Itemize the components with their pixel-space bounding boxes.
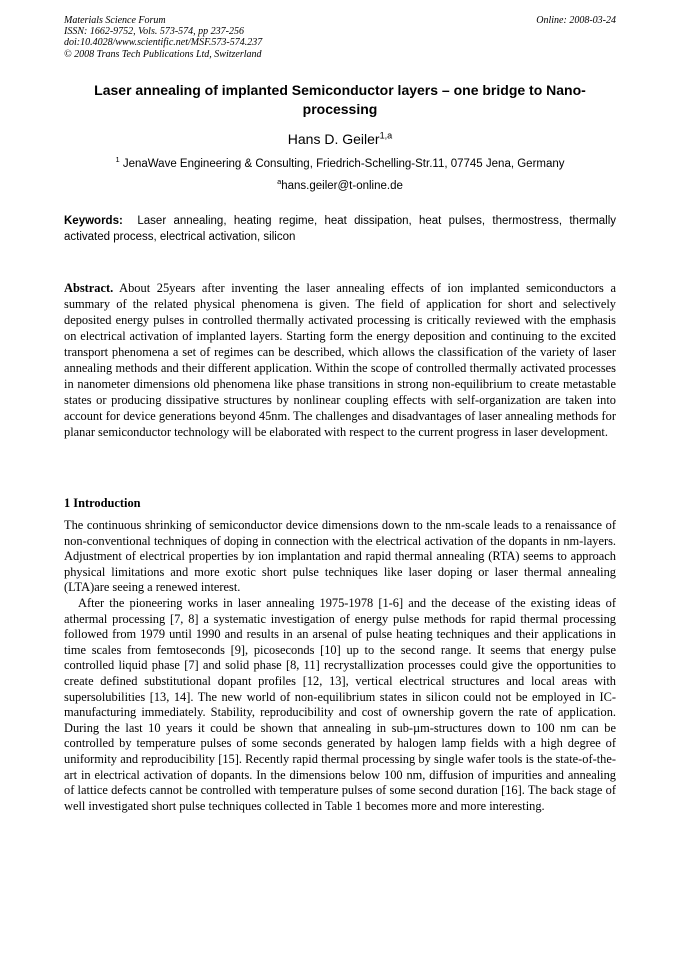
author-superscript: 1,a [379,130,393,141]
email-superscript: a [277,177,282,187]
author-name: Hans D. Geiler [287,131,380,147]
keywords-text: Laser annealing, heating regime, heat dissipation, heat pulses, thermostress, thermally activated process, electrical activation, silicon [64,215,617,243]
paragraph: After the pioneering works in laser annealing 1975-1978 [1-6] and the decease of the existing ideas of athermal processing [7, 8] a systematic investigation of energy pulse methods for rapid thermal processing followed from 1979 until 1990 and results in an arsenal of pulse heating techniques and their applications in time scales from femtoseconds [9], picoseconds [10] up to the second range. It seems that energy pulse controlled liquid phase [7] and solid phase [8, 11] recrystallization processes could give the opportunities to create defined substitutional dopant profiles [12, 13], vertical electrical structures and local areas with supersolubilities [13, 14]. The new world of non-equilibrium states in silicon could not be employed in IC-manufacturing immediately. Stability, reproducibility and cost of ownership govern the rate of application. During the last 10 years it could be shown that annealing in sub-µm-structures down to 100 nm can be controlled by temperature pulses of some seconds generated by halogen lamp fields with a high degree of uniformity and reproducibility [15]. Recently rapid thermal processing by single wafer tools is the state-of-the-art in electrical activation of dopants. In the dimensions below 100 nm, diffusion of impurities and annealing of lattice defects cannot be controlled with temperature pulses of some second duration [16]. The back stage of well investigated short pulse techniques collected in Table 1 becomes more and more interesting. [64,595,616,813]
abstract-block [64,280,616,440]
introduction-body [64,518,616,814]
paper-title: Laser annealing of implanted Semiconductor layers – one bridge to Nano-processing [94,82,586,117]
doi-line: doi:10.4028/www.scientific.net/MSF.573-574.237 [64,37,263,49]
affiliation-superscript: 1 [115,155,120,165]
email-address: hans.geiler@t-online.de [281,180,403,192]
online-date: Online: 2008-03-24 [536,15,616,26]
journal-name: Materials Science Forum [64,15,166,26]
affiliation-line [64,156,616,172]
affiliation-text: JenaWave Engineering & Consulting, Friedrich-Schelling-Str.11, 07745 Jena, Germany [122,158,565,170]
paragraph: The continuous shrinking of semiconductor device dimensions down to the nm-scale leads to a renaissance of non-conventional techniques of doping in connection with the electrical activation of the dopants in nm-layers. Adjustment of electrical properties by ion implantation and rapid thermal annealing (RTA) seems to approach physical limitations and more exotic short pulse techniques like laser doping or laser thermal annealing (LTA)are seeing a renewed interest. [64,518,616,595]
issn-line: ISSN: 1662-9752, Vols. 573-574, pp 237-256 [64,26,244,38]
keywords-block [64,213,616,245]
email-line [64,178,616,194]
abstract-text: About 25years after inventing the laser annealing effects of ion implanted semiconductors a summary of the related physical phenomena is given. The field of application for short and selectively deposited energy pulses in controlled thermally activated processing is critically reviewed with the emphasis on electrical activation of implanted layers. Starting form the energy deposition and continuing to the excited transport phenomena a set of regimes can be described, which allows the classification of the variety of laser annealing methods and their different application. Within the scope of controlled thermally activated processes in nanometer dimensions old phenomena like phase transitions in strong non-equilibrium to create metastable states or producing dissipative structures by nonlinear coupling effects with self-organization are taken into account for device generations beyond 45nm. The challenges and disadvantages of laser annealing methods for planar semiconductor technology will be elaborated with respect to the current progress in laser development. [64,281,616,439]
copyright-line: © 2008 Trans Tech Publications Ltd, Switzerland [64,48,262,60]
section-heading: 1 Introduction [64,496,141,510]
keywords-label: Keywords: [64,215,123,227]
publication-header [64,15,616,60]
author-line [64,130,616,148]
abstract-label: Abstract. [64,281,114,295]
